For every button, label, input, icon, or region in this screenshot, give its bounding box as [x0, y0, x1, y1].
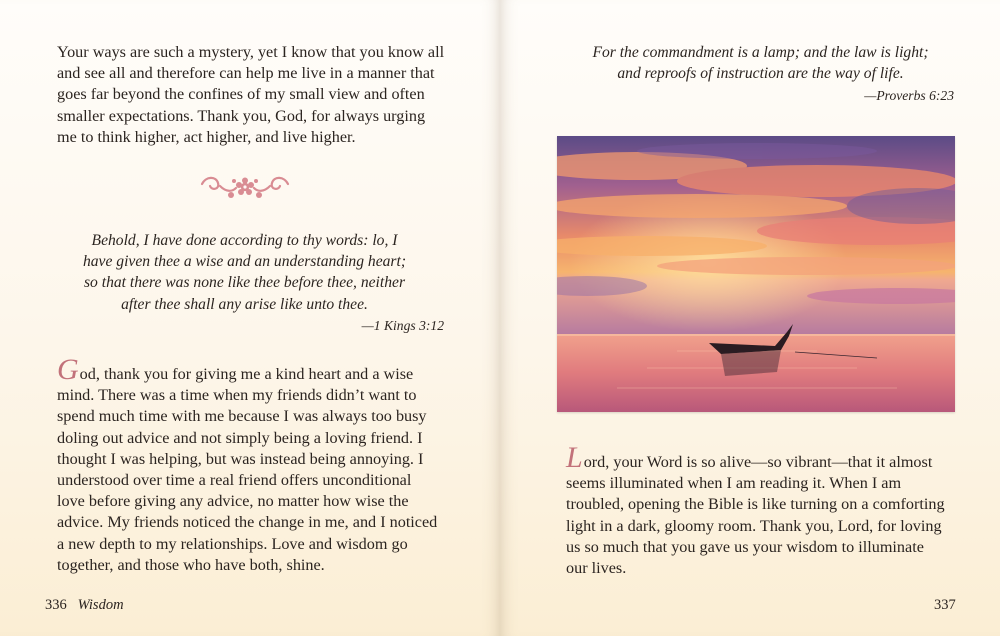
left-paragraph-top: Your ways are such a mystery, yet I know that you know all and see all and therefore can help me live in a manner that goes far beyond the confines of my small view and often smaller expectations. Thank you, God, for always urging me to think higher, act higher, and live higher.	[57, 43, 445, 146]
floral-flourish-icon	[198, 170, 292, 204]
page-number: 336	[45, 597, 67, 613]
running-head: Wisdom	[77, 597, 124, 613]
dropcap-letter: G	[57, 353, 79, 386]
dropcap-letter: L	[566, 441, 583, 474]
left-folio	[45, 597, 124, 614]
left-paragraph-bottom	[57, 353, 439, 576]
right-page-number: 337	[934, 597, 956, 613]
right-verse-reference: —Proverbs 6:23	[864, 88, 954, 103]
left-paragraph-bottom-text: od, thank you for giving me a kind heart and a wise mind. There was a time when my friends didn’t want to spend much time with me because I was always too busy doling out advice and not simply being a loving friend. I thought I was helping, but was instead being annoying. I understood over time a real friend offers unconditional love before giving any advice, no matter how wise the advice. My friends noticed the change in me, and I noticed a new depth to my relationships. Love and wisdom go together, and those who have both, shine.	[57, 365, 438, 574]
right-paragraph-text: ord, your Word is so alive—so vibrant—that it almost seems illuminated when I am reading it. When I am troubled, opening the Bible is like turning on a comforting light in a dark, gloomy room. Thank you, Lord, for loving us so much that you gave us your wisdom to illuminate our lives.	[566, 453, 945, 578]
right-paragraph	[566, 441, 946, 579]
left-verse: Behold, I have done according to thy words: lo, I have given thee a wise and an understanding heart; so that there was none like thee before thee, neither after thee shall any arise like unto thee.	[82, 232, 407, 313]
sunset-boat-photo	[557, 136, 955, 412]
left-verse-reference: —1 Kings 3:12	[361, 318, 444, 333]
right-verse: For the commandment is a lamp; and the law is light; and reproofs of instruction are the way of life.	[592, 44, 929, 83]
right-page	[500, 0, 1000, 636]
